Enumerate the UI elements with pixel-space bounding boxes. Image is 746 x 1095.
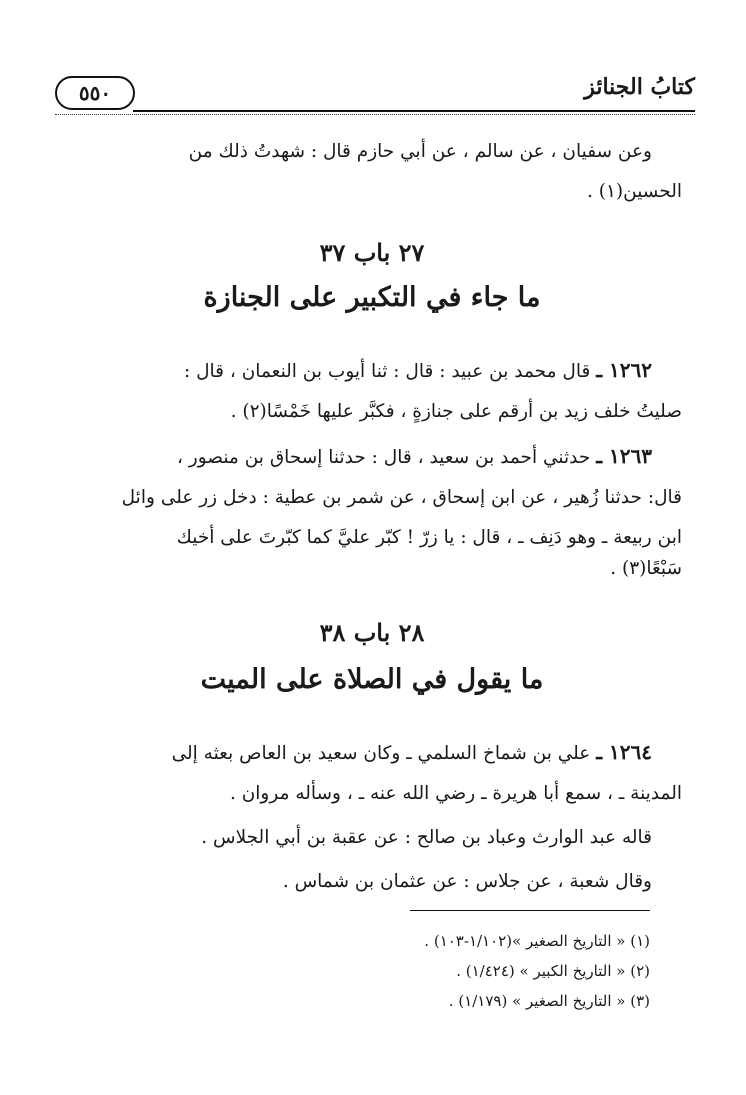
header-rule [133, 110, 695, 112]
hadith-paragraph [62, 732, 682, 902]
running-header [55, 70, 695, 116]
hadith-number: ١٢٦٢ ـ [596, 358, 652, 382]
hadith-text: علي بن شماخ السلمي ـ وكان سعيد بن العاص بعثه إلى [171, 743, 591, 764]
hadith-text: حدثني أحمد بن سعيد ، قال : حدثنا إسحاق بن منصور ، [176, 447, 591, 468]
page-number [55, 76, 135, 110]
footnote: (٢) « التاريخ الكبير » (١/٤٢٤) . [456, 962, 650, 980]
paragraph-line [62, 350, 682, 392]
paragraph-line: المدينة ـ ، سمع أبا هريرة ـ رضي الله عنه ـ ، وسأله مروان . [229, 783, 682, 804]
chapter-title: ما يقول في الصلاة على الميت [200, 664, 544, 695]
paragraph-line: ابن ربيعة ـ وهو دَنِف ـ ، قال : يا زرّ ! كبّر عليَّ كما كبّرتَ على أخيك [176, 527, 682, 548]
paragraph-line [62, 732, 682, 774]
paragraph-line: وقال شعبة ، عن جلاس : عن عثمان بن شماس . [282, 871, 652, 892]
page-number-text: ٥٥٠ [78, 81, 112, 105]
header-rule-dotted [55, 114, 695, 115]
chapter-title: ما جاء في التكبير على الجنازة [203, 282, 541, 313]
opening-paragraph [62, 132, 682, 212]
paragraph-line: قاله عبد الوارث وعباد بن صالح : عن عقبة بن أبي الجلاس . [201, 827, 652, 848]
hadith-paragraph [62, 436, 682, 580]
chapter-number: ٢٨ باب ٣٨ [319, 618, 425, 647]
footnote-rule [410, 910, 650, 911]
paragraph-line: وعن سفيان ، عن سالم ، عن أبي حازم قال : شهدتُ ذلك من [188, 141, 652, 162]
paragraph-line: الحسين(١) . [586, 181, 682, 202]
paragraph-line: سَبْعًا(٣) . [610, 558, 682, 579]
paragraph-line: قال: حدثنا زُهير ، عن ابن إسحاق ، عن شمر بن عطية : دخل زر على وائل [121, 487, 682, 508]
hadith-paragraph [62, 350, 682, 432]
hadith-text: قال محمد بن عبيد : قال : ثنا أيوب بن النعمان ، قال : [183, 361, 591, 382]
hadith-number: ١٢٦٤ ـ [596, 740, 652, 764]
chapter-number: ٢٧ باب ٣٧ [319, 238, 425, 267]
footnote: (٣) « التاريخ الصغير » (١/١٧٩) . [448, 992, 650, 1010]
paragraph-line [62, 436, 682, 478]
hadith-number: ١٢٦٣ ـ [596, 444, 652, 468]
paragraph-line: صليتُ خلف زيد بن أرقم على جنازةٍ ، فكبَّر عليها خَمْسًا(٢) . [230, 401, 682, 422]
book-title: كتابُ الجنائز [584, 74, 695, 100]
footnote: (١) « التاريخ الصغير »(١/١٠٢-١٠٣) . [424, 932, 650, 950]
